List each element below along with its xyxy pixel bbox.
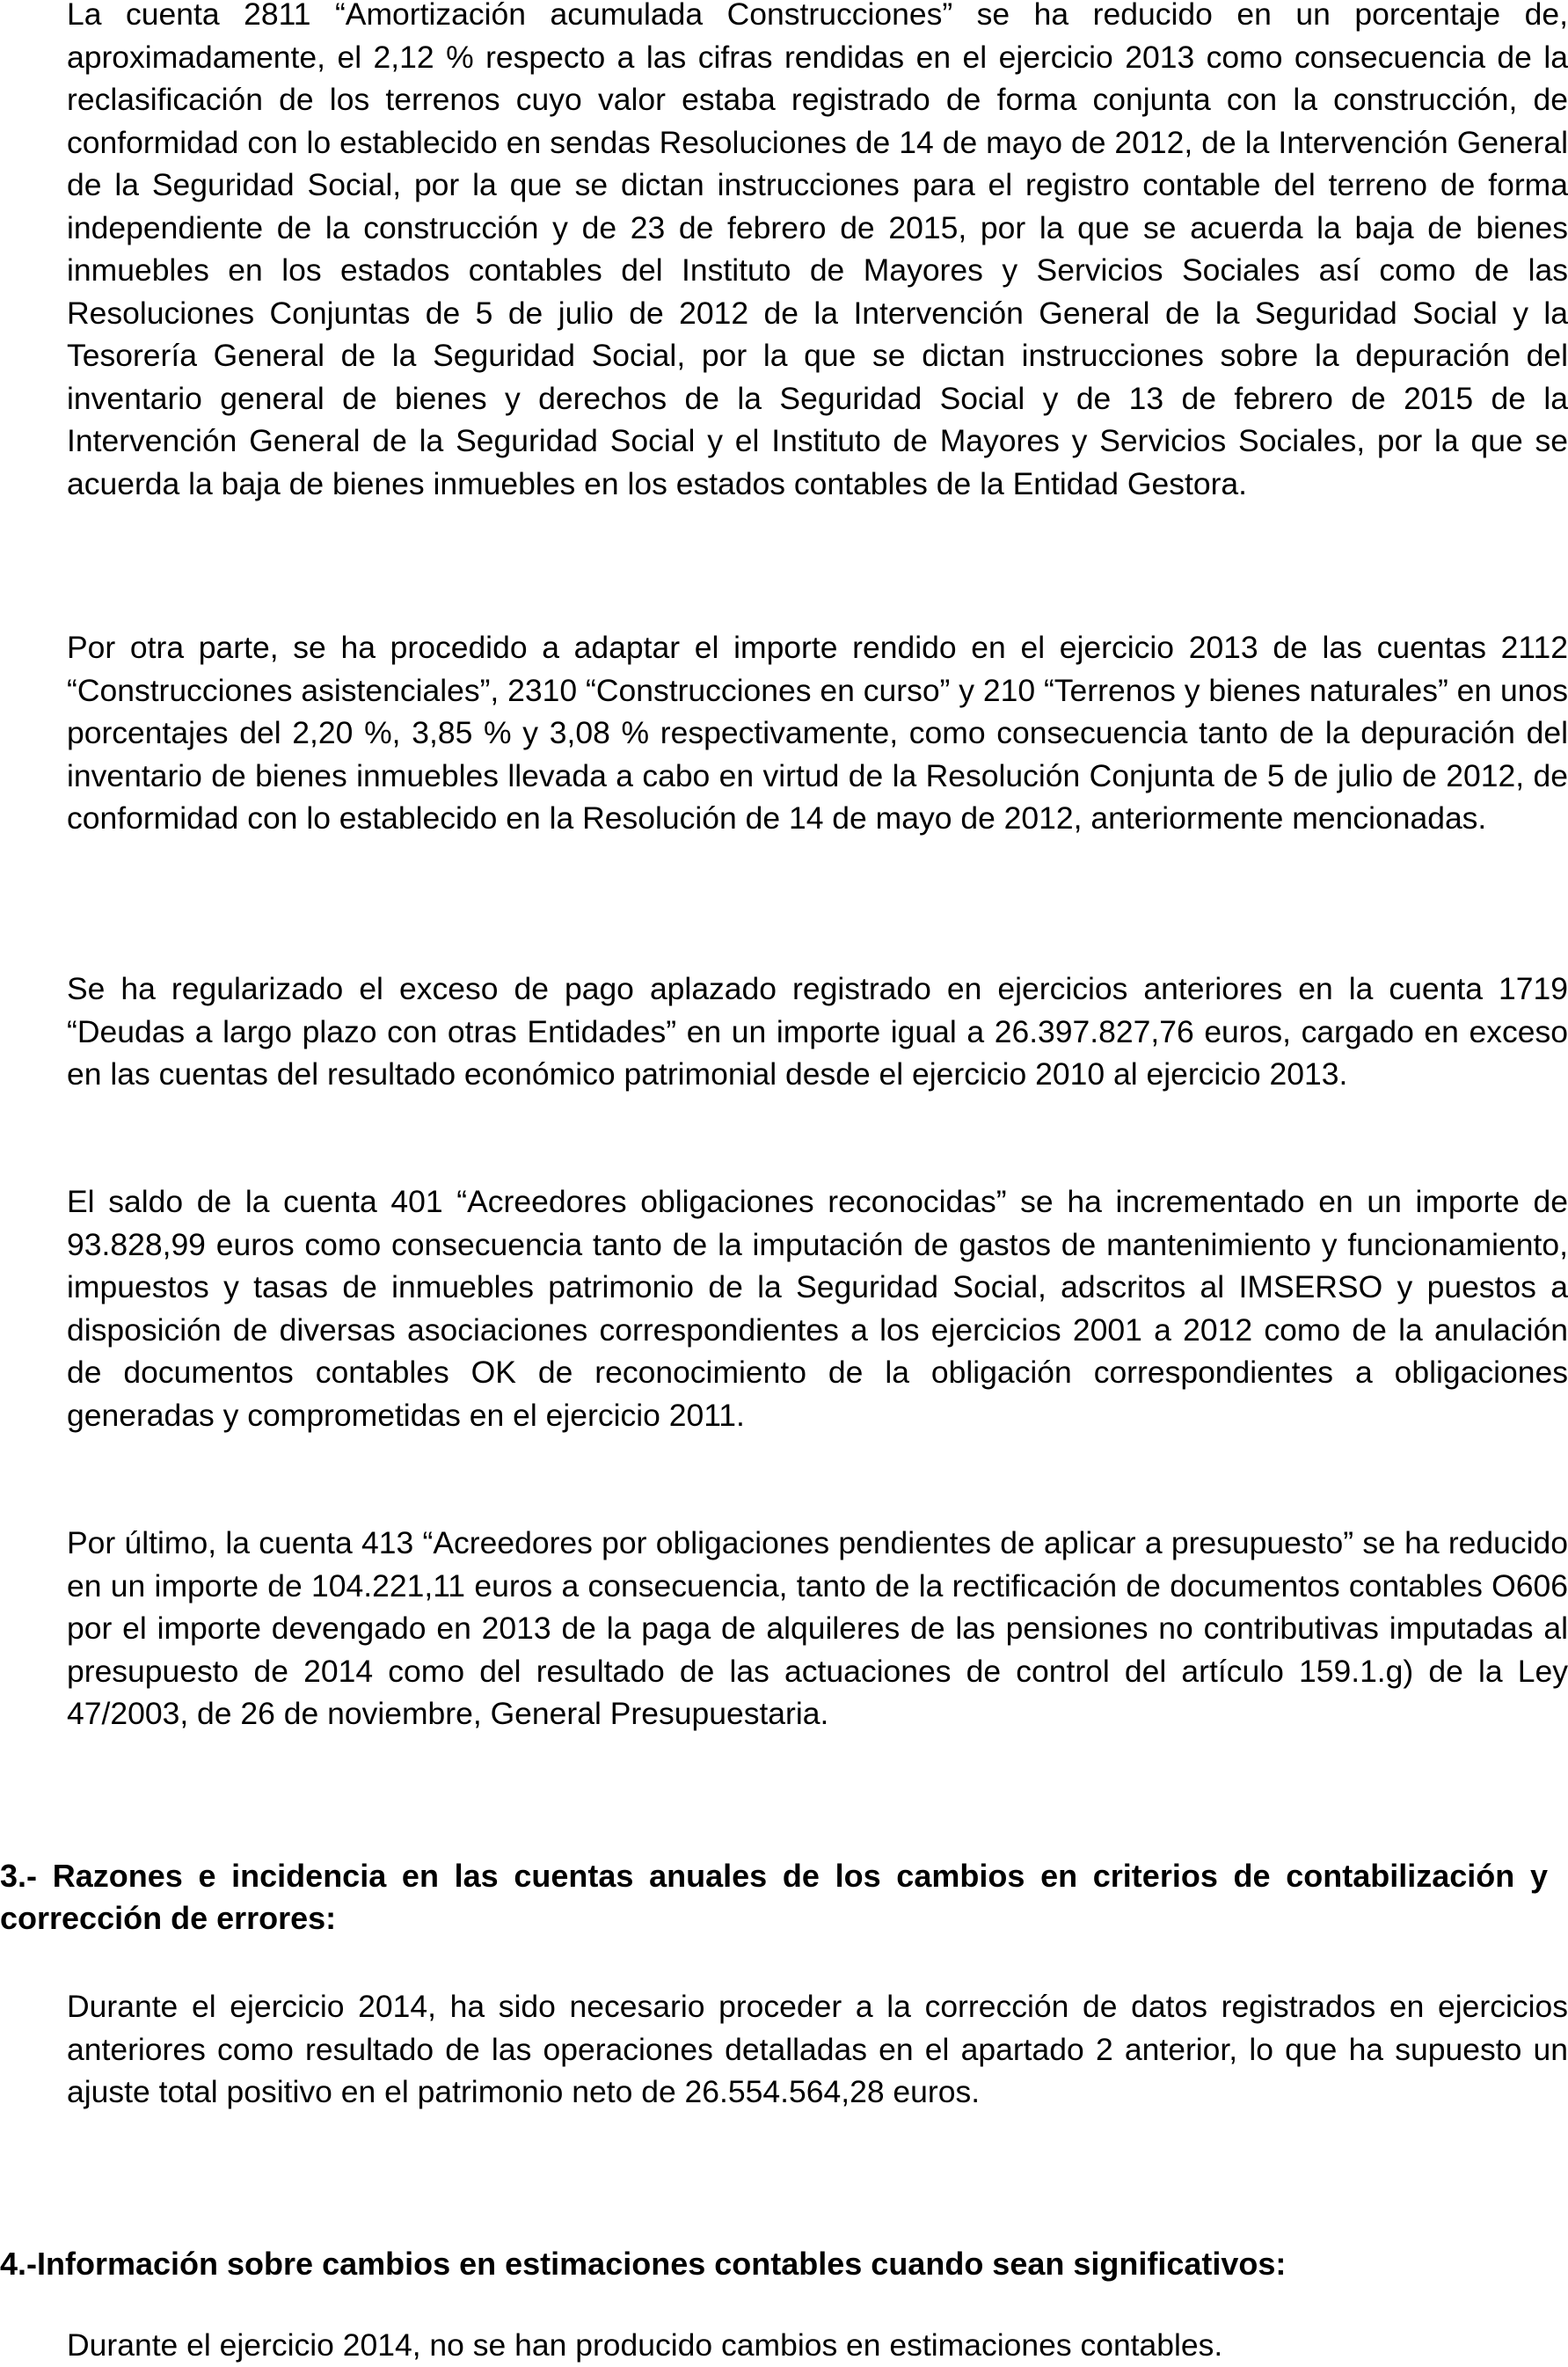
paragraph-construcciones: Por otra parte, se ha procedido a adaptar el importe rendido en el ejercicio 2013 de las cuentas 2112 “Construcciones asistenciales”, 2310 “Construcciones en curso” y 210 “Terrenos y bienes naturales” en unos porcentajes del 2,20 %, 3,85 % y 3,08 % respectivamente, como consecuencia tanto de la depuración del inventario de bienes inmuebles llevada a cabo en virtud de la Resolución Conjunta de 5 de julio de 2012, de conformidad con lo establecido en la Resolución de 14 de mayo de 2012, anteriormente mencionadas.	[67, 630, 1568, 836]
paragraph-acreedores-401: El saldo de la cuenta 401 “Acreedores obligaciones reconocidas” se ha incrementado en un importe de 93.828,99 euros como consecuencia tanto de la imputación de gastos de mantenimiento y funcionamiento, impuestos y tasas de inmuebles patrimonio de la Seguridad Social, adscritos al IMSERSO y puestos a disposición de diversas asociaciones correspondientes a los ejercicios 2001 a 2012 como de la anulación de documentos contables OK de reconocimiento de la obligación correspondientes a obligaciones generadas y comprometidas en el ejercicio 2011.	[67, 1184, 1568, 1433]
paragraph-deudas: Se ha regularizado el exceso de pago aplazado registrado en ejercicios anteriores en la cuenta 1719 “Deudas a largo plazo con otras Entidades” en un importe igual a 26.397.827,76 euros, cargado en exceso en las cuentas del resultado económico patrimonial desde el ejercicio 2010 al ejercicio 2013.	[67, 971, 1568, 1092]
section-3-heading: 3.- Razones e incidencia en las cuentas anuales de los cambios en criterios de contabilización y corrección de errores:	[0, 1858, 1548, 1936]
section-4-heading: 4.-Información sobre cambios en estimaciones contables cuando sean significativos:	[0, 2246, 1287, 2282]
paragraph-amortizacion: La cuenta 2811 “Amortización acumulada Construcciones” se ha reducido en un porcentaje de, aproximadamente, el 2,12 % respecto a las cifras rendidas en el ejercicio 2013 como consecuencia de la reclasificación de los terrenos cuyo valor estaba registrado de forma conjunta con la construcción, de conformidad con lo establecido en sendas Resoluciones de 14 de mayo de 2012, de la Intervención General de la Seguridad Social, por la que se dictan instrucciones para el registro contable del terreno de forma independiente de la construcción y de 23 de febrero de 2015, por la que se acuerda la baja de bienes inmuebles en los estados contables del Instituto de Mayores y Servicios Sociales así como de las Resoluciones Conjuntas de 5 de julio de 2012 de la Intervención General de la Seguridad Social y la Tesorería General de la Seguridad Social, por la que se dictan instrucciones sobre la depuración del inventario general de bienes y derechos de la Seguridad Social y de 13 de febrero de 2015 de la Intervención General de la Seguridad Social y el Instituto de Mayores y Servicios Sociales, por la que se acuerda la baja de bienes inmuebles en los estados contables de la Entidad Gestora.	[67, 0, 1568, 501]
paragraph-acreedores-413: Por último, la cuenta 413 “Acreedores por obligaciones pendientes de aplicar a presupuesto” se ha reducido en un importe de 104.221,11 euros a consecuencia, tanto de la rectificación de documentos contables O606 por el importe devengado en 2013 de la paga de alquileres de las pensiones no contributivas imputadas al presupuesto de 2014 como del resultado de las actuaciones de control del artículo 159.1.g) de la Ley 47/2003, de 26 de noviembre, General Presupuestaria.	[67, 1525, 1568, 1731]
section-4-body: Durante el ejercicio 2014, no se han producido cambios en estimaciones contables.	[67, 2327, 1223, 2363]
section-3-body: Durante el ejercicio 2014, ha sido necesario proceder a la corrección de datos registrados en ejercicios anteriores como resultado de las operaciones detalladas en el apartado 2 anterior, lo que ha supuesto un ajuste total positivo en el patrimonio neto de 26.554.564,28 euros.	[67, 1989, 1568, 2109]
